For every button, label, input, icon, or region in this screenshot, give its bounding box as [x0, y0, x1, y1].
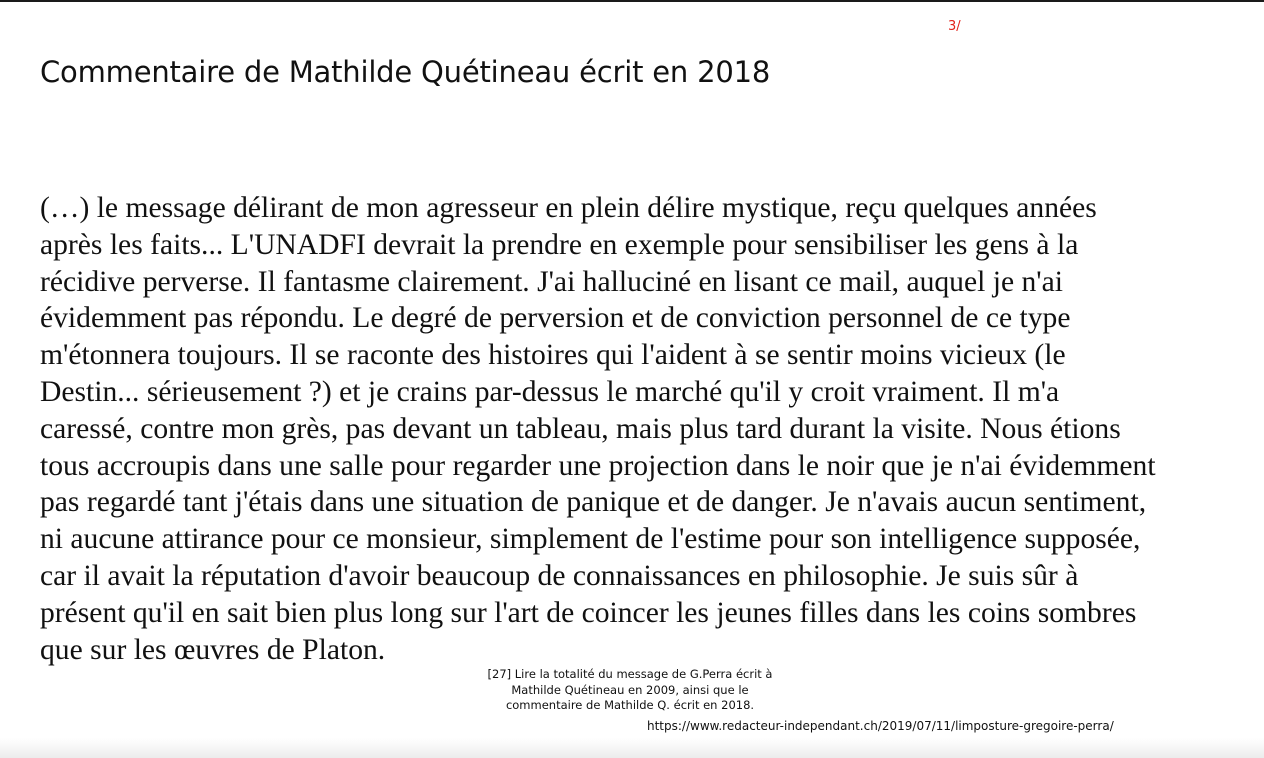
quote-line: car il avait la réputation d'avoir beaucoup de connaissances en philosophie. Je suis sûr à	[40, 559, 1079, 592]
page-number: 3/	[948, 19, 961, 34]
quote-line: évidemment pas répondu. Le degré de perversion et de conviction personnel de ce type	[40, 302, 1071, 335]
quote-line: m'étonnera toujours. Il se raconte des histoires qui l'aident à se sentir moins vicieux (le	[40, 339, 1066, 372]
footnote-line: Mathilde Quétineau en 2009, ainsi que le	[511, 682, 749, 697]
quote-line: que sur les œuvres de Platon.	[40, 633, 386, 666]
quote-line: après les faits... L'UNADFI devrait la prendre en exemple pour sensibiliser les gens à la	[40, 228, 1079, 261]
quote-line: présent qu'il en sait bien plus long sur l'art de coincer les jeunes filles dans les coins sombres	[40, 596, 1137, 629]
quote-line: tous accroupis dans une salle pour regarder une projection dans le noir que je n'ai évidemment	[40, 449, 1156, 482]
quote-body	[40, 190, 1260, 668]
slide-title: Commentaire de Mathilde Quétineau écrit en 2018	[40, 55, 771, 89]
quote-line: ni aucune attirance pour ce monsieur, simplement de l'estime pour son intelligence supposée,	[40, 523, 1141, 556]
quote-line: récidive perverse. Il fantasme clairement. J'ai halluciné en lisant ce mail, auquel je n'ai	[40, 265, 1063, 298]
footnote-line: commentaire de Mathilde Q. écrit en 2018.	[505, 698, 755, 712]
quote-line: caressé, contre mon grès, pas devant un tableau, mais plus tard durant la visite. Nous étions	[40, 412, 1121, 445]
source-url-link[interactable]: https://www.redacteur-independant.ch/2019/07/11/limposture-gregoire-perra/	[647, 719, 1114, 733]
quote-line: Destin... sérieusement ?) et je crains par-dessus le marché qu'il y croit vraiment. Il m'a	[40, 375, 1060, 408]
bottom-shadow	[0, 738, 1264, 758]
quote-line: pas regardé tant j'étais dans une situation de panique et de danger. Je n'avais aucun sentiment,	[40, 486, 1147, 519]
top-border	[0, 0, 1264, 2]
quote-line: (…) le message délirant de mon agresseur en plein délire mystique, reçu quelques années	[40, 192, 1097, 224]
footnote	[480, 667, 780, 714]
footnote-line: [27] Lire la totalité du message de G.Perra écrit à	[487, 667, 773, 681]
